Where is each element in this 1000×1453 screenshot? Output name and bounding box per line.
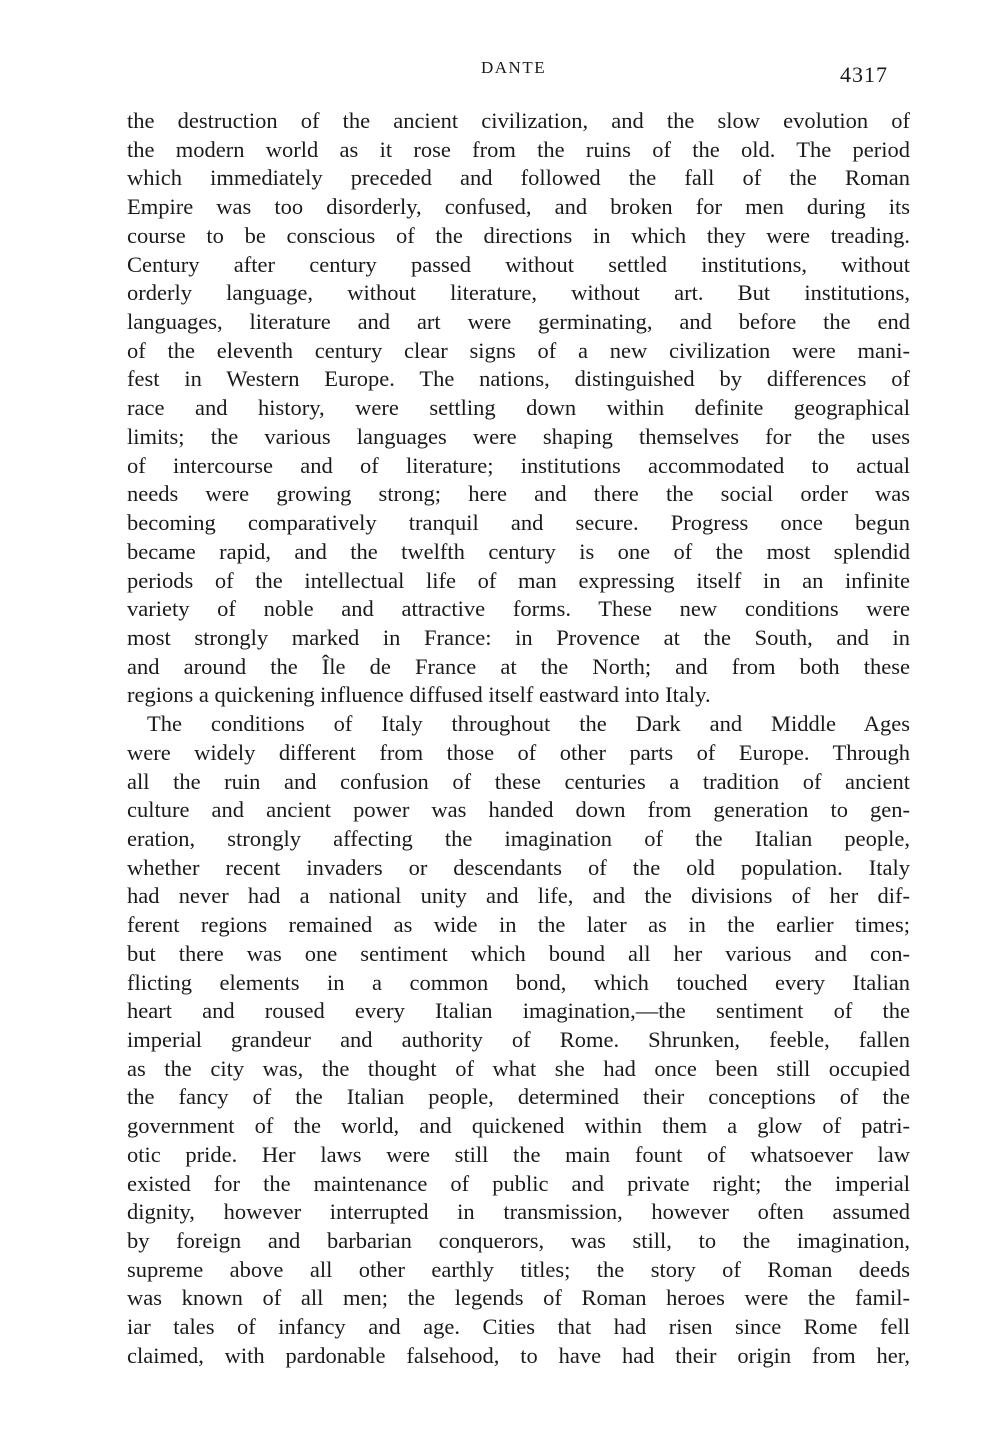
text-line: limits; the various languages were shaping themselves for the uses — [127, 423, 910, 449]
body-text — [127, 107, 910, 1371]
text-line: orderly language, without literature, without art. But institutions, — [127, 280, 910, 306]
text-line: were widely different from those of other parts of Europe. Through — [127, 739, 910, 765]
paragraph — [127, 710, 910, 1371]
text-line: of the eleventh century clear signs of a new civilization were mani- — [127, 337, 910, 363]
paragraph — [127, 107, 910, 710]
text-line: the fancy of the Italian people, determined their conceptions of the — [127, 1084, 910, 1110]
text-line: imperial grandeur and authority of Rome. Shrunken, feeble, fallen — [127, 1027, 910, 1052]
text-line: the destruction of the ancient civilization, and the slow evolution of — [127, 108, 910, 133]
text-line: iar tales of infancy and age. Cities that had risen since Rome fell — [127, 1314, 910, 1340]
text-line: languages, literature and art were germinating, and before the end — [127, 309, 910, 335]
page-number: 4317 — [840, 62, 888, 87]
text-line: needs were growing strong; here and there the social order was — [127, 481, 910, 507]
text-line: and around the Île de France at the North; and from both these — [127, 653, 910, 679]
text-line: heart and roused every Italian imagination,—the sentiment of the — [127, 998, 910, 1024]
text-line: which immediately preceded and followed the fall of the Roman — [127, 165, 910, 191]
text-line: Empire was too disorderly, confused, and broken for men during its — [127, 194, 910, 220]
text-line: all the ruin and confusion of these centuries a tradition of ancient — [127, 768, 910, 794]
running-title: DANTE — [481, 58, 547, 77]
text-line: had never had a national unity and life, and the divisions of her dif- — [127, 883, 910, 909]
text-line: claimed, with pardonable falsehood, to have had their origin from her, — [127, 1342, 910, 1368]
text-line: the modern world as it rose from the ruins of the old. The period — [127, 136, 910, 162]
text-line: flicting elements in a common bond, which touched every Italian — [127, 969, 910, 995]
text-line: periods of the intellectual life of man expressing itself in an infinite — [127, 567, 910, 593]
text-line: as the city was, the thought of what she had once been still occupied — [127, 1055, 910, 1081]
text-line: eration, strongly affecting the imagination of the Italian people, — [127, 825, 910, 851]
text-line: dignity, however interrupted in transmission, however often assumed — [127, 1199, 910, 1225]
text-line: ferent regions remained as wide in the later as in the earlier times; — [127, 912, 910, 938]
text-line: course to be conscious of the directions in which they were treading. — [127, 222, 910, 248]
text-line: supreme above all other earthly titles; the story of Roman deeds — [127, 1256, 910, 1282]
text-line: was known of all men; the legends of Roman heroes were the famil- — [127, 1285, 910, 1311]
text-line: variety of noble and attractive forms. These new conditions were — [127, 596, 910, 622]
text-line: fest in Western Europe. The nations, distinguished by differences of — [127, 366, 910, 392]
text-line: becoming comparatively tranquil and secure. Progress once begun — [127, 510, 910, 536]
text-line: but there was one sentiment which bound all her various and con- — [127, 940, 910, 966]
text-line: race and history, were settling down within definite geographical — [127, 395, 910, 421]
text-line: government of the world, and quickened within them a glow of patri- — [127, 1113, 910, 1139]
text-line: otic pride. Her laws were still the main fount of whatsoever law — [127, 1141, 910, 1167]
text-line: by foreign and barbarian conquerors, was still, to the imagination, — [127, 1228, 910, 1254]
text-line: became rapid, and the twelfth century is one of the most splendid — [127, 538, 910, 564]
text-line: existed for the maintenance of public and private right; the imperial — [127, 1170, 910, 1196]
text-line: The conditions of Italy throughout the Dark and Middle Ages — [147, 711, 910, 737]
text-line: most strongly marked in France: in Provence at the South, and in — [127, 624, 910, 650]
text-line: whether recent invaders or descendants of the old population. Italy — [127, 854, 910, 880]
text-line: of intercourse and of literature; institutions accommodated to actual — [127, 452, 910, 478]
text-line: Century after century passed without settled institutions, without — [127, 251, 910, 277]
text-line: culture and ancient power was handed down from generation to gen- — [127, 797, 910, 823]
running-header — [0, 58, 1000, 88]
text-line: regions a quickening influence diffused itself eastward into Italy. — [127, 682, 711, 708]
